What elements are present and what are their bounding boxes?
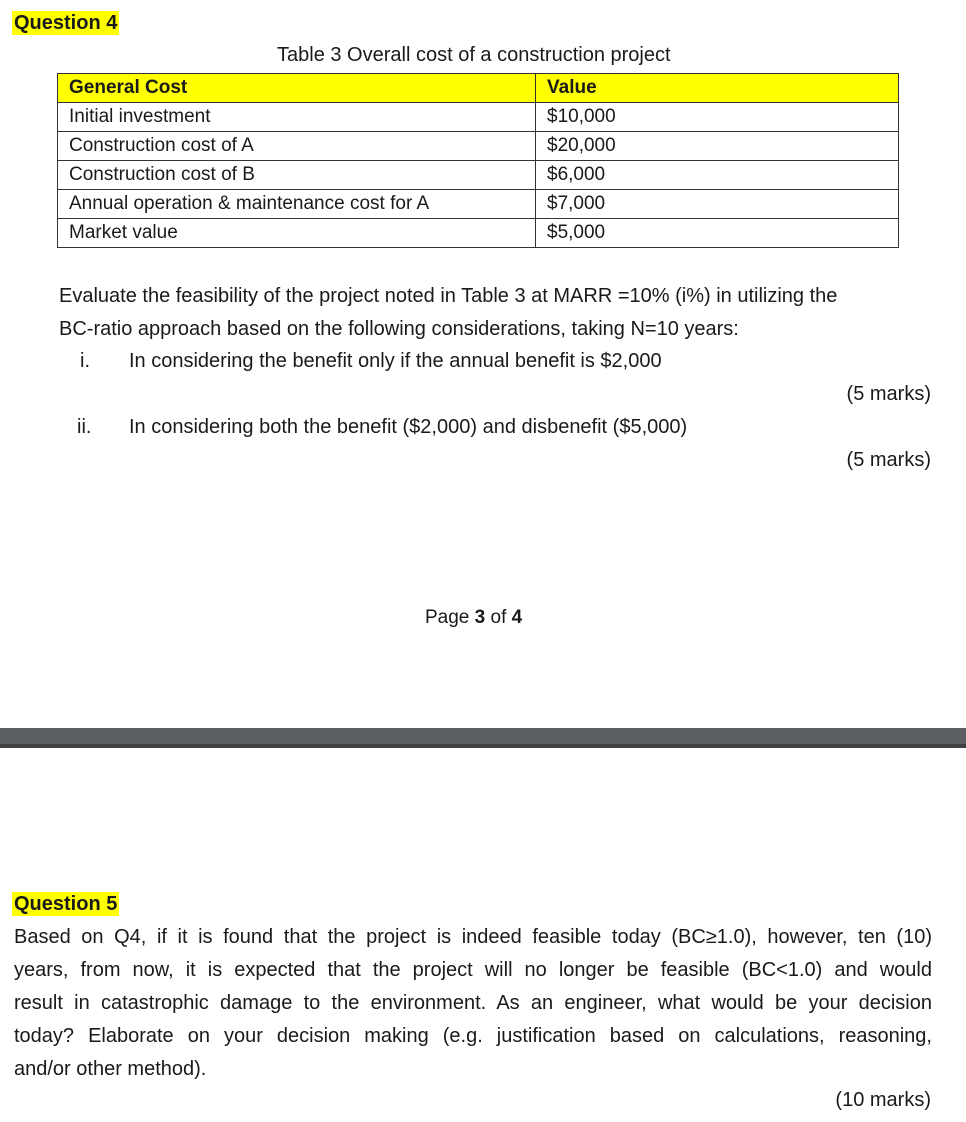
cost-value: $7,000 xyxy=(536,190,899,219)
cost-value: $10,000 xyxy=(536,103,899,132)
table-row xyxy=(58,219,899,248)
item-text-i: In considering the benefit only if the annual benefit is $2,000 xyxy=(129,350,662,372)
item-number-ii: ii. xyxy=(77,416,92,438)
table-row xyxy=(58,132,899,161)
item-text-ii: In considering both the benefit ($2,000) and disbenefit ($5,000) xyxy=(129,416,688,438)
question-5-line: Based on Q4, if it is found that the project is indeed feasible today (BC≥1.0), however, ten (10) xyxy=(14,926,932,948)
table-row xyxy=(58,190,899,219)
prompt-line-2: BC-ratio approach based on the following considerations, taking N=10 years: xyxy=(59,318,739,340)
question-5-line: result in catastrophic damage to the environment. As an engineer, what would be your decision xyxy=(14,992,932,1014)
cost-item: Market value xyxy=(58,219,536,248)
table-header-row xyxy=(58,74,899,103)
page-mid: of xyxy=(485,607,512,628)
cost-value: $5,000 xyxy=(536,219,899,248)
item-marks-ii: (5 marks) xyxy=(846,449,931,471)
page-number xyxy=(425,607,522,629)
question-5-line: and/or other method). xyxy=(14,1058,207,1080)
question-5-heading: Question 5 xyxy=(14,893,118,915)
page-break-divider xyxy=(0,728,966,748)
question-5-marks: (10 marks) xyxy=(835,1089,931,1111)
cost-item: Initial investment xyxy=(58,103,536,132)
question-5-line: years, from now, it is expected that the project will no longer be feasible (BC<1.0) and would xyxy=(14,959,932,981)
page-prefix: Page xyxy=(425,607,475,628)
cost-item: Annual operation & maintenance cost for A xyxy=(58,190,536,219)
cost-value: $20,000 xyxy=(536,132,899,161)
column-header-value: Value xyxy=(536,74,899,103)
table-caption: Table 3 Overall cost of a construction project xyxy=(277,44,671,66)
cost-item: Construction cost of B xyxy=(58,161,536,190)
question-5-body xyxy=(14,921,932,1086)
column-header-general-cost: General Cost xyxy=(58,74,536,103)
table-row xyxy=(58,103,899,132)
item-number-i: i. xyxy=(80,350,90,372)
page-total: 4 xyxy=(511,607,523,628)
question-5-line: today? Elaborate on your decision making (e.g. justification based on calculations, reasoning, xyxy=(14,1025,932,1047)
table-row xyxy=(58,161,899,190)
cost-value: $6,000 xyxy=(536,161,899,190)
cost-item: Construction cost of A xyxy=(58,132,536,161)
question-4-heading: Question 4 xyxy=(14,12,118,34)
cost-table xyxy=(57,73,899,248)
item-marks-i: (5 marks) xyxy=(846,383,931,405)
page-current: 3 xyxy=(474,607,486,628)
prompt-line-1: Evaluate the feasibility of the project noted in Table 3 at MARR =10% (i%) in utilizing the xyxy=(59,285,838,307)
